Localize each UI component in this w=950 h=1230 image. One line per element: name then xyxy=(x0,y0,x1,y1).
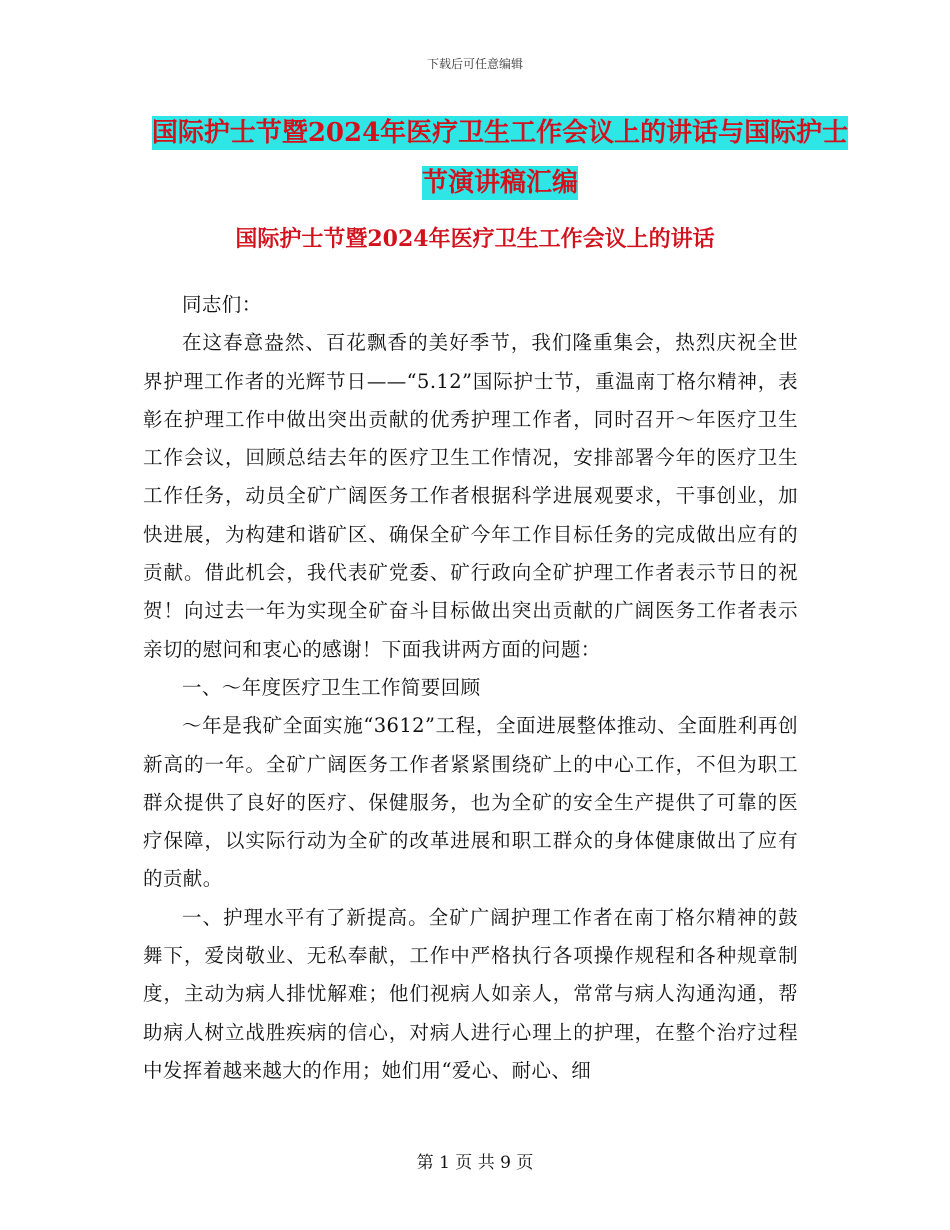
document-title-text: 国际护士节暨2024年医疗卫生工作会议上的讲话与国际护士节演讲稿汇编 xyxy=(151,118,849,198)
speech-subtitle: 国际护士节暨2024年医疗卫生工作会议上的讲话 xyxy=(235,226,715,252)
page-number: 第 1 页 共 9 页 xyxy=(416,1153,534,1173)
body-paragraph: 一、护理水平有了新提高。全矿广阔护理工作者在南丁格尔精神的鼓舞下，爱岗敬业、无私奉献，工作中严格执行各项操作规程和各种规章制度，主动为病人排忧解难；他们视病人如亲人，常常与病人沟通沟通，帮助病人树立战胜疾病的信心，对病人进行心理上的护理，在整个治疗过程中发挥着越来越大的作用；她们用“爱心、耐心、细 xyxy=(143,905,798,1082)
body-paragraph: ～年是我矿全面实施“3612”工程，全面进展整体推动、全面胜利再创新高的一年。全矿广阔医务工作者紧紧围绕矿上的中心工作，不但为职工群众提供了良好的医疗、保健服务，也为全矿的安全生产提供了可靠的医疗保障，以实际行动为全矿的改革进展和职工群众的身体健康做出了应有的贡献。 xyxy=(143,714,798,891)
header-note: 下载后可任意编辑 xyxy=(426,57,523,71)
greeting-paragraph: 同志们： xyxy=(182,293,262,316)
body-paragraph: 在这春意盎然、百花飘香的美好季节，我们隆重集会，热烈庆祝全世界护理工作者的光辉节日——“5.12”国际护士节，重温南丁格尔精神，表彰在护理工作中做出突出贡献的优秀护理工作者，同时召开～年医疗卫生工作会议，回顾总结去年的医疗卫生工作情况，安排部署今年的医疗卫生工作任务，动员全矿广阔医务工作者根据科学进展观要求，干事创业，加快进展，为构建和谐矿区、确保全矿今年工作目标任务的完成做出应有的贡献。借此机会，我代表矿党委、矿行政向全矿护理工作者表示节日的祝贺！向过去一年为实现全矿奋斗目标做出突出贡献的广阔医务工作者表示亲切的慰问和衷心的感谢！下面我讲两方面的问题： xyxy=(143,331,798,661)
section-heading: 一、～年度医疗卫生工作简要回顾 xyxy=(182,675,481,699)
document-title xyxy=(150,108,850,208)
body-text xyxy=(143,286,798,1090)
